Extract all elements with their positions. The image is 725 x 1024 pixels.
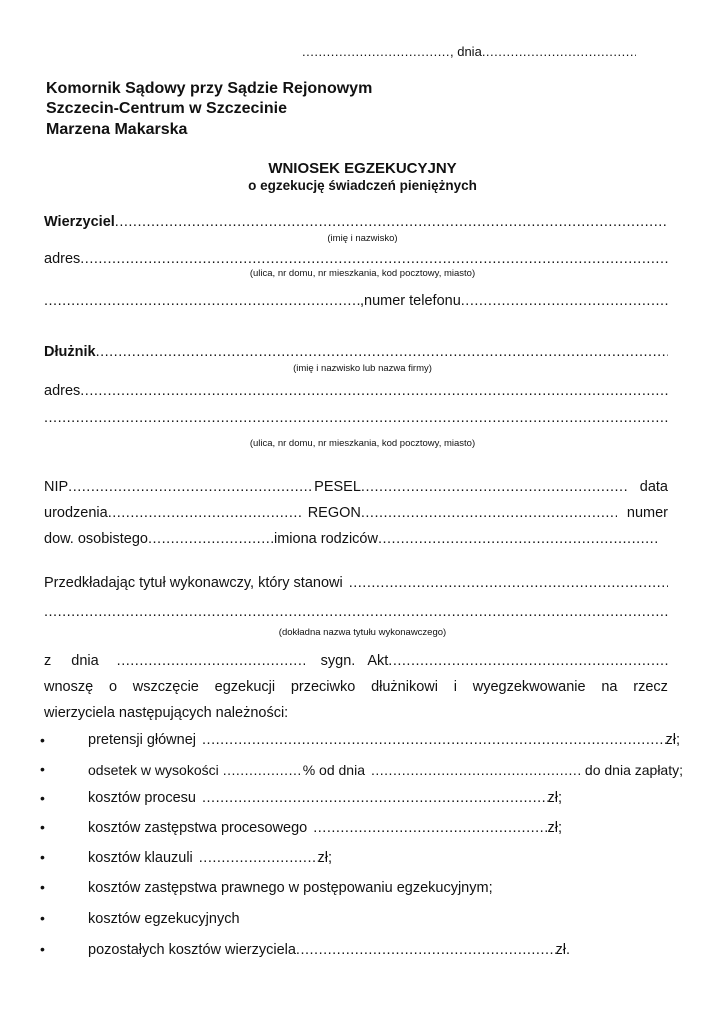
from-z: z	[44, 653, 52, 669]
claim-principal-field[interactable]	[202, 731, 665, 749]
bullet: •	[40, 790, 45, 806]
creditor-name-caption: (imię i nazwisko)	[327, 233, 398, 244]
currency-label: zł;	[665, 732, 680, 748]
bullet: •	[40, 732, 45, 748]
addressee-line-2: Szczecin-Centrum w Szczecinie	[46, 100, 287, 117]
request-word: na	[601, 679, 618, 695]
phone-label: ,numer telefonu	[360, 293, 461, 309]
claim-other-field[interactable]	[296, 941, 556, 959]
parents-label: imiona rodziców	[274, 531, 378, 547]
bullet: •	[40, 941, 45, 957]
claim-enforcement: kosztów egzekucyjnych	[88, 911, 240, 927]
bullet: •	[40, 849, 45, 865]
phone-field[interactable]	[461, 292, 668, 310]
parents-field[interactable]	[378, 530, 660, 548]
addressee-line-3: Marzena Makarska	[46, 121, 188, 138]
claim-interest	[88, 761, 683, 779]
claim-label: pozostałych kosztów wierzyciela	[88, 942, 296, 958]
claim-label: kosztów procesu	[88, 790, 196, 806]
creditor-address-field[interactable]	[80, 250, 668, 268]
claim-label: odsetek w wysokości	[88, 762, 219, 778]
pesel-field[interactable]	[361, 478, 628, 496]
exec-title-field-2[interactable]	[44, 603, 668, 621]
debtor-name-row	[44, 343, 668, 361]
debtor-name-caption: (imię i nazwisko lub nazwa firmy)	[293, 363, 432, 374]
claim-process-field[interactable]	[202, 789, 548, 807]
exec-date-field[interactable]	[117, 652, 305, 670]
claim-representation	[88, 819, 562, 837]
request-word: egzekucji	[214, 679, 276, 695]
bullet: •	[40, 819, 45, 835]
creditor-address-cont-field[interactable]	[44, 292, 360, 310]
currency-label: zł;	[317, 850, 332, 866]
exec-title-row-2	[44, 603, 668, 621]
request-word: wszczęcie	[132, 679, 199, 695]
bullet: •	[40, 879, 45, 895]
request-word: i	[453, 679, 457, 695]
exec-title-row	[44, 574, 668, 592]
debtor-address-row	[44, 382, 668, 400]
akt-label: Akt	[367, 653, 389, 669]
claim-other	[88, 941, 570, 959]
addressee-line-1: Komornik Sądowy przy Sądzie Rejonowym	[46, 80, 373, 97]
claim-principal	[88, 731, 680, 749]
debtor-name-field[interactable]	[96, 343, 668, 361]
debtor-address-label: adres	[44, 383, 81, 399]
request-word: przeciwko	[290, 679, 356, 695]
debtor-id-row	[44, 530, 660, 548]
date-label: , dnia	[450, 44, 482, 59]
signature-field[interactable]	[388, 652, 668, 670]
id-field[interactable]	[148, 530, 274, 548]
request-line-1	[44, 678, 668, 696]
document-subtitle: o egzekucję świadczeń pieniężnych	[248, 178, 477, 193]
id-label-b: dow. osobistego	[44, 531, 148, 547]
exec-date-row	[44, 652, 668, 670]
birth-label-b: urodzenia	[44, 505, 108, 521]
claim-representation-field[interactable]	[313, 819, 547, 837]
debtor-address-field[interactable]	[80, 382, 668, 400]
debtor-nip-row	[44, 478, 668, 496]
currency-label: zł;	[547, 790, 562, 806]
birth-label-a: data	[639, 479, 668, 495]
request-word: wnoszę	[44, 679, 94, 695]
from-dnia: dnia	[71, 653, 99, 669]
claim-label: % od dnia	[302, 762, 365, 778]
exec-title-intro: Przedkładając tytuł wykonawczy, który stanowi	[44, 575, 343, 591]
exec-title-caption: (dokładna nazwa tytułu wykonawczego)	[278, 627, 447, 638]
creditor-name-field[interactable]	[115, 213, 668, 231]
debtor-label: Dłużnik	[44, 344, 96, 360]
debtor-address-row-2	[44, 409, 668, 427]
creditor-name-row	[44, 213, 668, 231]
debtor-address-caption: (ulica, nr domu, nr mieszkania, kod pocztowy, miasto)	[249, 438, 476, 449]
claim-clause-field[interactable]	[199, 849, 318, 867]
request-line-2: wierzyciela następujących należności:	[44, 705, 289, 721]
currency-label: zł.	[555, 942, 570, 958]
regon-label: REGON	[307, 505, 361, 521]
debtor-birth-row	[44, 504, 668, 522]
place-date-line	[302, 43, 636, 61]
creditor-phone-row	[44, 292, 668, 310]
bullet: •	[40, 761, 45, 777]
creditor-address-row	[44, 250, 668, 268]
interest-rate-field[interactable]	[223, 761, 301, 779]
claim-label: kosztów zastępstwa procesowego	[88, 820, 308, 836]
debtor-address-field-2[interactable]	[44, 409, 668, 427]
currency-label: zł;	[547, 820, 562, 836]
pesel-label: PESEL	[314, 479, 361, 495]
date-dots	[482, 43, 636, 61]
request-word: rzecz	[633, 679, 668, 695]
request-word: dłużnikowi	[371, 679, 438, 695]
creditor-address-caption: (ulica, nr domu, nr mieszkania, kod pocztowy, miasto)	[249, 268, 476, 279]
claim-label: pretensji głównej	[88, 732, 197, 748]
sygn-label: sygn.	[320, 653, 356, 669]
claim-legal-representation: kosztów zastępstwa prawnego w postępowaniu egzekucyjnym;	[88, 880, 493, 896]
claim-process	[88, 789, 562, 807]
regon-field[interactable]	[361, 504, 617, 522]
creditor-address-label: adres	[44, 251, 81, 267]
birth-field[interactable]	[108, 504, 302, 522]
request-word: o	[108, 679, 118, 695]
id-label-a: numer	[626, 505, 668, 521]
request-word: wyegzekwowanie	[472, 679, 586, 695]
claim-label: kosztów klauzuli	[88, 850, 193, 866]
exec-title-field[interactable]	[349, 574, 668, 592]
claim-label: do dnia zapłaty;	[584, 762, 683, 778]
interest-date-field[interactable]	[371, 761, 583, 779]
nip-field[interactable]	[68, 478, 314, 496]
document-title: WNIOSEK EGZEKUCYJNY	[268, 160, 457, 177]
bullet: •	[40, 910, 45, 926]
place-dots	[302, 43, 450, 61]
creditor-label: Wierzyciel	[44, 214, 115, 230]
claim-clause	[88, 849, 332, 867]
nip-label: NIP	[44, 479, 69, 495]
